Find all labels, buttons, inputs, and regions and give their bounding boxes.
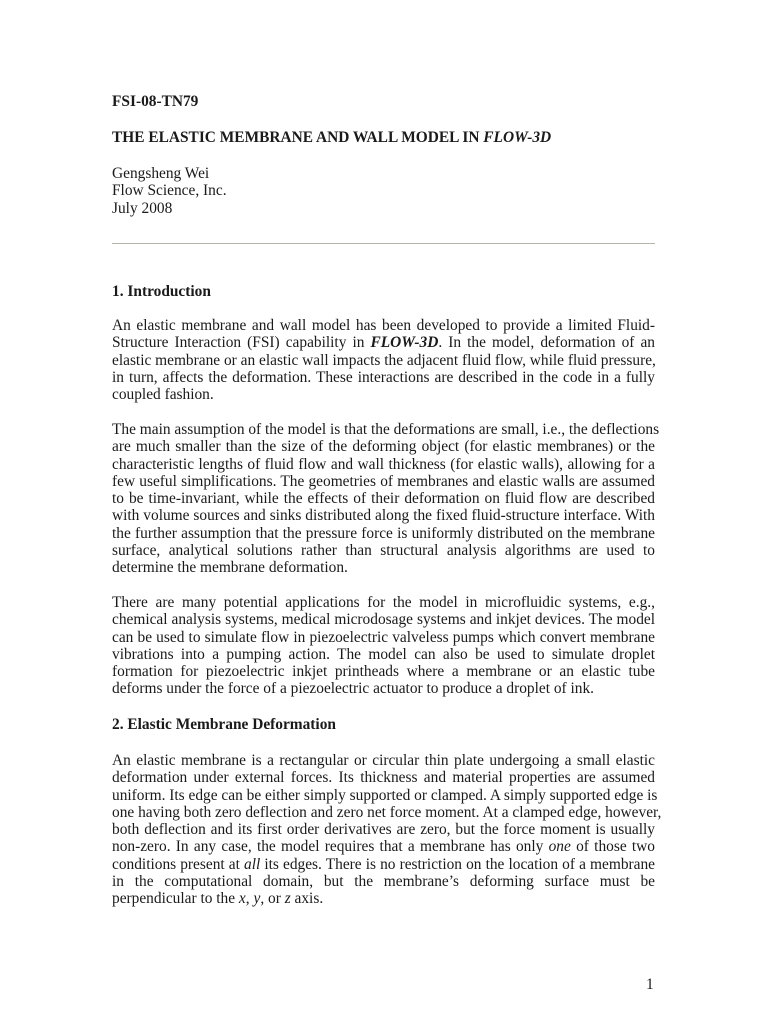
text-run: are much smaller than the size of the deforming object (for elastic membranes) or the [112,438,655,456]
text-run: coupled fashion. [112,386,214,403]
text-run: deforms under the force of a piezoelectric actuator to produce a droplet of ink. [112,680,595,698]
text-line [112,369,655,386]
text-run: , [245,890,254,907]
title-main: THE ELASTIC MEMBRANE AND WALL MODEL IN [112,129,484,146]
text-run: conditions present at [112,855,244,873]
text-line [112,752,655,769]
text-line [112,856,655,873]
emphasized-text: FLOW-3D [370,334,439,352]
text-line [112,769,655,786]
text-run: one having both zero deflection and zero net force moment. At a clamped edge, however, [112,803,662,821]
text-line [112,334,655,351]
text-run: elastic membrane or an elastic wall impacts the adjacent fluid flow, while fluid pressure, [112,351,656,369]
paragraph [112,594,655,698]
text-run: surface, analytical solutions rather than structural analysis algorithms are used to [112,541,655,559]
text-line [112,629,655,646]
text-line [112,421,660,438]
text-line [112,838,655,855]
emphasized-text: all [244,855,261,873]
paragraph [112,421,660,576]
text-run: in turn, affects the deformation. These interactions are described in the code in a fully [112,368,655,386]
text-line [112,542,655,559]
text-run: Structure Interaction (FSI) capability in [112,334,371,352]
text-run: . In the model, deformation of an [438,334,655,352]
paragraph [112,317,655,403]
document-id: FSI-08-TN79 [112,93,199,110]
text-run: An elastic membrane and wall model has been developed to provide a limited Fluid- [112,317,655,334]
text-run: with volume sources and sinks distributed along the fixed fluid-structure interface. With [112,507,655,525]
text-line [112,507,655,524]
emphasized-text: one [548,838,571,856]
title-product: FLOW-3D [483,129,552,146]
page-number: 1 [646,976,654,993]
text-line [112,646,655,663]
text-run: vibrations into a pumping action. The model can also be used to simulate droplet [112,645,655,663]
text-line [112,317,655,334]
section-heading-membrane-deformation: 2. Elastic Membrane Deformation [112,716,336,733]
text-line [112,525,655,542]
text-run: of those two [570,838,655,856]
emphasized-text: x [238,890,246,907]
text-line [112,456,655,473]
text-run: characteristic lengths of fluid flow and wall thickness (for elastic walls), allowing for a [112,455,655,473]
text-line [112,438,655,455]
text-run: There are many potential applications for the model in microfluidic systems, e.g., [112,594,655,611]
text-run: perpendicular to the [112,890,239,907]
text-line [112,663,655,680]
text-run: chemical analysis systems, medical microdosage systems and inkjet devices. The model [112,611,655,629]
text-run: The main assumption of the model is that the deformations are small, i.e., the deflections [112,421,660,438]
text-run: non-zero. In any case, the model requires that a membrane has only [112,838,549,856]
text-run: its edges. There is no restriction on the location of a membrane [260,855,655,873]
text-line [112,821,655,838]
section-heading-introduction: 1. Introduction [112,283,211,300]
text-run: determine the membrane deformation. [112,559,348,576]
text-line [112,473,655,490]
author-name: Gengsheng Wei [112,165,210,182]
text-line [112,611,655,628]
document-date: July 2008 [112,199,173,217]
text-run: both deflection and its first order derivatives are zero, but the force moment is usually [112,821,655,838]
text-line [112,890,655,907]
text-line [112,490,655,507]
text-run: formation for piezoelectric inkjet printheads where a membrane or an elastic tube [112,663,655,680]
text-run: axis. [290,890,324,907]
emphasized-text: z [284,890,291,907]
text-line [112,803,662,821]
text-run: uniform. Its edge can be either simply supported or clamped. A simply supported edge is [112,786,658,804]
text-run: few useful simplifications. The geometries of membranes and elastic walls are assumed [112,472,655,490]
text-line [112,386,655,403]
paragraph [112,752,662,907]
text-run: the further assumption that the pressure force is uniformly distributed on the membrane [112,524,655,542]
emphasized-text: y [253,890,261,907]
text-run: to be time-invariant, while the effects of their deformation on fluid flow are described [112,490,655,507]
text-line [112,786,658,804]
text-line [112,680,655,697]
header-divider [112,243,655,244]
text-run: can be used to simulate flow in piezoelectric valveless pumps which convert membrane [112,628,655,646]
text-run: , or [260,890,285,907]
text-line [112,594,655,611]
author-affiliation: Flow Science, Inc. [112,182,227,200]
text-line [112,873,655,890]
text-run: An elastic membrane is a rectangular or circular thin plate undergoing a small elastic [112,752,655,769]
text-line [112,352,655,369]
document-title [112,129,655,146]
author-block [112,165,655,217]
text-line [112,559,655,576]
text-run: deformation under external forces. Its thickness and material properties are assumed [112,769,655,787]
text-run: in the computational domain, but the membrane’s deforming surface must be [112,872,655,890]
